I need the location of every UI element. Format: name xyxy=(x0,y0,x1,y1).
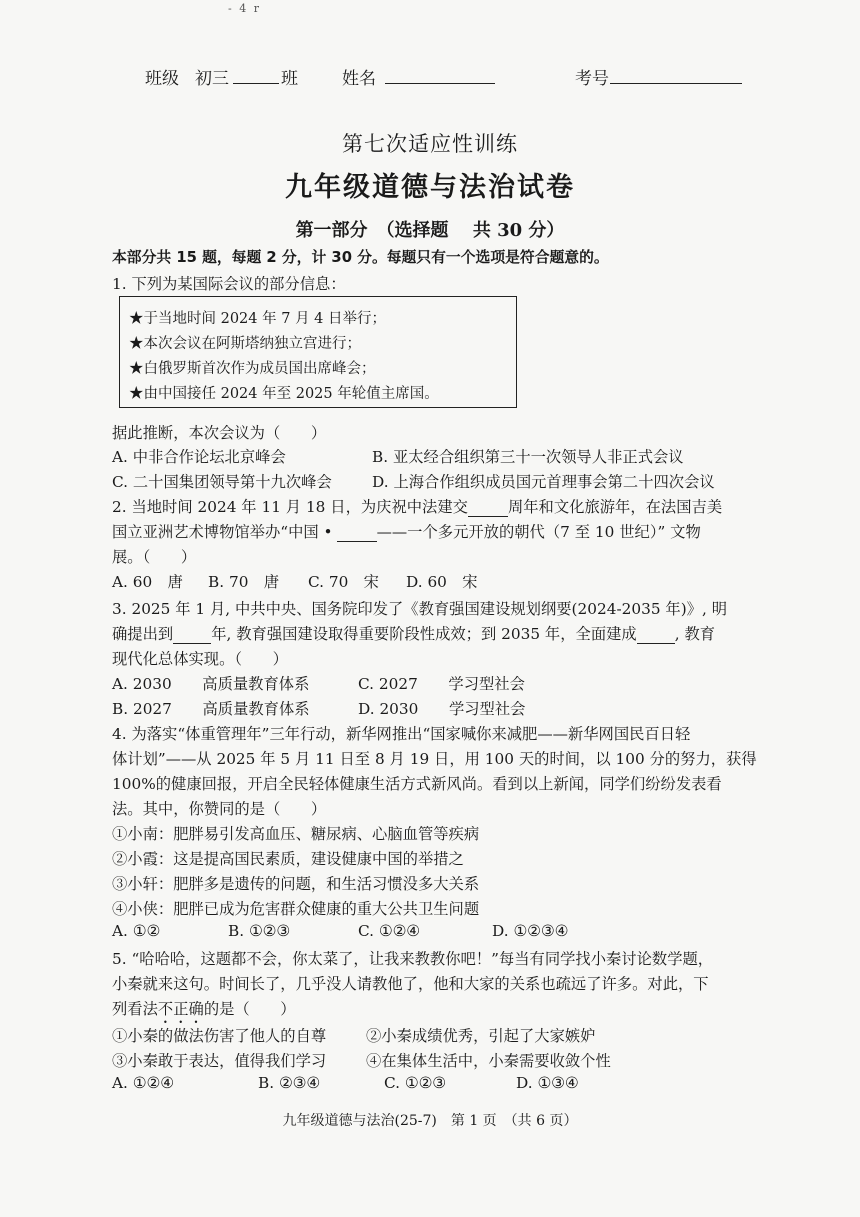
q4-line: 100%的健康回报，开启全民轻体健康生活方式新风尚。看到以上新闻，同学们纷纷发表看 xyxy=(112,775,722,793)
q5-statement: ②小秦成绩优秀，引起了大家嫉妒 xyxy=(366,1027,596,1045)
q2-line-2 xyxy=(112,520,701,542)
part-heading: 第一部分 （选择题 共 30 分） xyxy=(295,220,565,241)
q5-emphasis: 不正确 xyxy=(157,1000,204,1018)
q4-statement: ①小南：肥胖易引发高血压、糖尿病、心脑血管等疾病 xyxy=(112,825,480,843)
q5-line-3 xyxy=(112,997,296,1027)
page-footer: 九年级道德与法治(25-7) 第 1 页 （共 6 页） xyxy=(282,1113,578,1129)
q4-line: 法。其中，你赞同的是（ ） xyxy=(112,800,327,818)
q2-blank-2[interactable] xyxy=(337,525,377,542)
q2-line-1 xyxy=(112,495,722,517)
q4-line: 4. 为落实“体重管理年”三年行动，新华网推出“国家喊你来减肥——新华网国民百日轻 xyxy=(112,725,691,743)
grade-prefix: 初三 xyxy=(195,69,229,89)
q3-line-1: 3. 2025 年 1 月, 中共中央、国务院印发了《教育强国建设规划纲要(2024-2035 年)》, 明 xyxy=(112,600,727,618)
q5-text: 列看法 xyxy=(112,1000,158,1018)
q3-line-3: 现代化总体实现。（ ） xyxy=(112,650,288,668)
q1-info-box xyxy=(119,296,517,408)
q5-option-d[interactable]: D. ①③④ xyxy=(516,1074,579,1092)
q2-text: 周年和文化旅游年，在法国吉美 xyxy=(507,498,723,516)
q2-option-a[interactable]: A. 60 唐 xyxy=(112,573,183,591)
name-label: 姓名 xyxy=(342,69,376,89)
exam-id-field[interactable] xyxy=(610,64,742,84)
q1-option-c[interactable]: C. 二十国集团领导第十九次峰会 xyxy=(112,473,332,491)
q1-bullet: ★白俄罗斯首次作为成员国出席峰会； xyxy=(129,361,376,377)
q5-line: 小秦就来这句。时间长了，几乎没人请教他了，他和大家的关系也疏远了许多。对此，下 xyxy=(112,975,709,993)
q2-option-d[interactable]: D. 60 宋 xyxy=(406,573,478,591)
q3-blank-1[interactable] xyxy=(173,627,211,644)
q1-bullet: ★于当地时间 2024 年 7 月 4 日举行； xyxy=(129,311,387,327)
q1-option-a[interactable]: A. 中非合作论坛北京峰会 xyxy=(112,448,286,466)
exam-title: 九年级道德与法治试卷 xyxy=(285,172,575,203)
q4-statement: ②小霞：这是提高国民素质，建设健康中国的举措之 xyxy=(112,850,464,868)
q3-option-b[interactable]: B. 2027 高质量教育体系 xyxy=(112,700,310,718)
class-suffix: 班 xyxy=(281,69,298,89)
q2-text: 国立亚洲艺术博物馆举办“中国 • xyxy=(112,523,333,541)
q1-option-d[interactable]: D. 上海合作组织成员国元首理事会第二十四次会议 xyxy=(372,473,715,491)
q2-line-3: 展。（ ） xyxy=(112,548,197,566)
q3-text: 确提出到 xyxy=(112,625,174,643)
q3-blank-2[interactable] xyxy=(637,627,675,644)
q5-option-c[interactable]: C. ①②③ xyxy=(384,1074,447,1092)
class-field[interactable] xyxy=(233,64,279,84)
q5-option-b[interactable]: B. ②③④ xyxy=(258,1074,321,1092)
name-field[interactable] xyxy=(385,64,495,84)
q2-text: 2. 当地时间 2024 年 11 月 18 日，为庆祝中法建交 xyxy=(112,498,468,516)
exam-id-label: 考号 xyxy=(575,69,609,89)
exam-subtitle: 第七次适应性训练 xyxy=(342,132,518,156)
scan-mark: - 4 r xyxy=(228,2,261,15)
q2-text: ——一个多元开放的朝代（7 至 10 世纪）” 文物 xyxy=(376,523,701,541)
q1-stem: 1. 下列为某国际会议的部分信息： xyxy=(112,275,346,293)
q5-text: 的是（ ） xyxy=(203,1000,296,1018)
q5-statement: ④在集体生活中，小秦需要收敛个性 xyxy=(366,1052,611,1070)
q3-text: 年, 教育强国建设取得重要阶段性成效；到 2035 年，全面建成 xyxy=(211,625,637,643)
q5-option-a[interactable]: A. ①②④ xyxy=(112,1074,174,1092)
q4-statement: ④小侠：肥胖已成为危害群众健康的重大公共卫生问题 xyxy=(112,900,480,918)
q5-statement: ①小秦的做法伤害了他人的自尊 xyxy=(112,1027,327,1045)
q1-option-b[interactable]: B. 亚太经合组织第三十一次领导人非正式会议 xyxy=(372,448,684,466)
q4-option-d[interactable]: D. ①②③④ xyxy=(492,922,569,940)
q1-ask: 据此推断，本次会议为（ ） xyxy=(112,424,327,442)
q2-blank-1[interactable] xyxy=(468,500,508,517)
q1-bullet: ★由中国接任 2024 年至 2025 年轮值主席国。 xyxy=(129,386,439,402)
q5-line: 5. “哈哈哈，这题都不会，你太菜了，让我来教教你吧！”每当有同学找小秦讨论数学题， xyxy=(112,950,714,968)
q4-option-a[interactable]: A. ①② xyxy=(112,922,161,940)
q3-option-a[interactable]: A. 2030 高质量教育体系 xyxy=(112,675,310,693)
class-label: 班级 xyxy=(145,69,179,89)
q3-option-d[interactable]: D. 2030 学习型社会 xyxy=(358,700,526,718)
q3-line-2 xyxy=(112,622,715,644)
q4-option-b[interactable]: B. ①②③ xyxy=(228,922,291,940)
q2-option-c[interactable]: C. 70 宋 xyxy=(308,573,379,591)
q4-line: 体计划”——从 2025 年 5 月 11 日至 8 月 19 日，用 100 天的时间，以 100 分的努力，获得 xyxy=(112,750,757,768)
q3-option-c[interactable]: C. 2027 学习型社会 xyxy=(358,675,525,693)
part-instructions: 本部分共 15 题，每题 2 分，计 30 分。每题只有一个选项是符合题意的。 xyxy=(112,249,609,266)
q3-text: , 教育 xyxy=(674,625,716,643)
q5-statement: ③小秦敢于表达，值得我们学习 xyxy=(112,1052,327,1070)
q1-bullet: ★本次会议在阿斯塔纳独立宫进行； xyxy=(129,336,361,352)
q2-option-b[interactable]: B. 70 唐 xyxy=(208,573,280,591)
q4-statement: ③小轩：肥胖多是遗传的问题，和生活习惯没多大关系 xyxy=(112,875,480,893)
q4-option-c[interactable]: C. ①②④ xyxy=(358,922,421,940)
